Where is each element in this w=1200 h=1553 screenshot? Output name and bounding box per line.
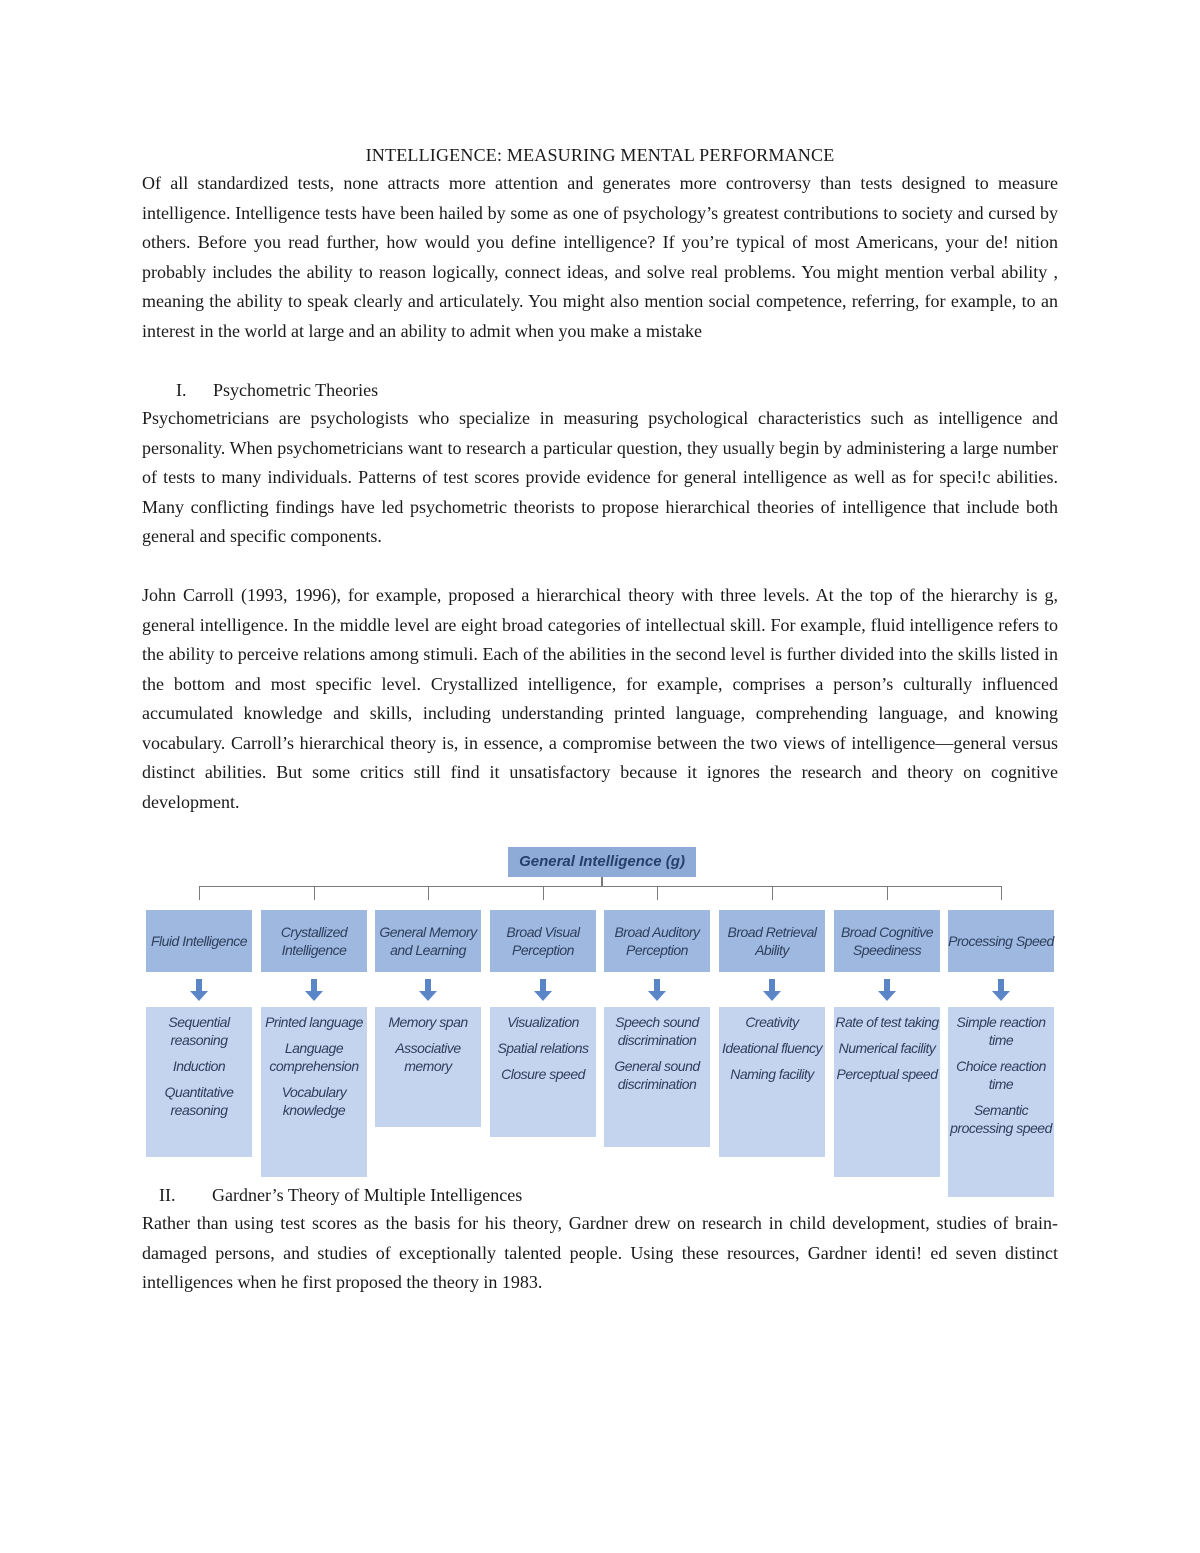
category-label: Broad Retrieval Ability bbox=[727, 924, 817, 958]
carroll-hierarchy-diagram bbox=[146, 847, 1056, 1172]
category-label: Crystallized Intelligence bbox=[280, 924, 348, 958]
connector-bar bbox=[200, 886, 1002, 887]
section-number: II. bbox=[159, 1185, 176, 1205]
category-box bbox=[948, 910, 1054, 972]
connector-tick bbox=[657, 886, 658, 900]
down-arrow-icon bbox=[419, 979, 437, 1001]
skill-item: Naming facility bbox=[730, 1066, 814, 1082]
skills-box bbox=[490, 1007, 596, 1137]
skill-item: Numerical facility bbox=[838, 1040, 936, 1056]
category-label: Processing Speed bbox=[948, 933, 1054, 949]
skill-item: Simple reaction time bbox=[956, 1014, 1046, 1048]
connector-tick bbox=[543, 886, 544, 900]
connector-tick bbox=[887, 886, 888, 900]
general-intelligence-box: General Intelligence (g) bbox=[508, 847, 696, 877]
section-title: Psychometric Theories bbox=[213, 380, 379, 400]
skill-item: Semantic processing speed bbox=[950, 1102, 1052, 1136]
category-box bbox=[375, 910, 481, 972]
connector-tick bbox=[1001, 886, 1002, 900]
skill-item: Language comprehension bbox=[269, 1040, 359, 1074]
category-label: Broad Visual Perception bbox=[506, 924, 580, 958]
down-arrow-icon bbox=[763, 979, 781, 1001]
down-arrow-icon bbox=[648, 979, 666, 1001]
skill-item: Rate of test taking bbox=[835, 1014, 939, 1030]
skill-item: Associative memory bbox=[395, 1040, 461, 1074]
skills-box bbox=[604, 1007, 710, 1147]
down-arrow-icon bbox=[534, 979, 552, 1001]
connector-tick bbox=[314, 886, 315, 900]
skill-item: Vocabulary knowledge bbox=[281, 1084, 347, 1118]
connector-tick bbox=[199, 886, 200, 900]
down-arrow-icon bbox=[305, 979, 323, 1001]
skill-item: Creativity bbox=[745, 1014, 799, 1030]
skill-item: Induction bbox=[172, 1058, 226, 1074]
skill-item: General sound discrimination bbox=[614, 1058, 700, 1092]
down-arrow-icon bbox=[190, 979, 208, 1001]
carroll-paragraph: John Carroll (1993, 1996), for example, proposed a hierarchical theory with three levels. At the top of the hierarchy is g, general intelligence. In the middle level are eight broad categories of intellectual skill. For example, fluid intelligence refers to the ability to perceive relations among stimuli. Each of the abilities in the second level is further divided into the skills listed in the bottom and most specific level. Crystallized intelligence, for example, comprises a person’s culturally influenced accumulated knowledge and skills, including understanding printed language, comprehending language, and knowing vocabulary. Carroll’s hierarchical theory is, in essence, a compromise between the two views of intelligence—general versus distinct abilities. But some critics still find it unsatisfactory because it ignores the research and theory on cognitive development. bbox=[142, 585, 1058, 812]
intro-paragraph: Of all standardized tests, none attracts more attention and generates more controversy than tests designed to measure intelligence. Intelligence tests have been hailed by some as one of psychology’s greatest contributions to society and cursed by others. Before you read further, how would you define intelligence? If you’re typical of most Americans, your de! nition probably includes the ability to reason logically, connect ideas, and solve real problems. You might mention verbal ability , meaning the ability to speak clearly and articulately. You might also mention social competence, referring, for example, to an interest in the world at large and an ability to admit when you make a mistake bbox=[142, 173, 1058, 341]
skill-item: Visualization bbox=[507, 1014, 579, 1030]
skill-item: Sequential reasoning bbox=[168, 1014, 230, 1048]
category-label: Broad Cognitive Speediness bbox=[840, 924, 934, 958]
category-box bbox=[719, 910, 825, 972]
category-box bbox=[261, 910, 367, 972]
gardner-paragraph: Rather than using test scores as the basis for his theory, Gardner drew on research in child development, studies of brain-damaged persons, and studies of exceptionally talented people. Using these resources, Gardner identi! ed seven distinct intelligences when he first proposed the theory in 1983. bbox=[142, 1213, 1058, 1292]
category-box bbox=[604, 910, 710, 972]
page-title: INTELLIGENCE: MEASURING MENTAL PERFORMANCE bbox=[365, 145, 835, 165]
skill-item: Spatial relations bbox=[497, 1040, 589, 1056]
category-box bbox=[146, 910, 252, 972]
skill-item: Memory span bbox=[388, 1014, 468, 1030]
down-arrow-icon bbox=[878, 979, 896, 1001]
category-label: General Memory and Learning bbox=[379, 924, 477, 958]
connector-tick bbox=[428, 886, 429, 900]
section-number: I. bbox=[176, 380, 187, 400]
skill-item: Choice reaction time bbox=[956, 1058, 1046, 1092]
connector-tick bbox=[772, 886, 773, 900]
category-label: Fluid Intelligence bbox=[150, 933, 248, 949]
skills-box bbox=[375, 1007, 481, 1127]
skill-item: Printed language bbox=[265, 1014, 363, 1030]
skill-item: Ideational fluency bbox=[722, 1040, 822, 1056]
skill-item: Speech sound discrimination bbox=[615, 1014, 699, 1048]
section-title: Gardner’s Theory of Multiple Intelligences bbox=[212, 1185, 523, 1205]
skill-item: Closure speed bbox=[501, 1066, 585, 1082]
skills-box bbox=[948, 1007, 1054, 1197]
skills-box bbox=[834, 1007, 940, 1177]
skill-item: Perceptual speed bbox=[836, 1066, 938, 1082]
category-label: Broad Auditory Perception bbox=[614, 924, 700, 958]
skills-box bbox=[719, 1007, 825, 1157]
category-box bbox=[490, 910, 596, 972]
skills-box bbox=[261, 1007, 367, 1177]
skills-box bbox=[146, 1007, 252, 1157]
category-box bbox=[834, 910, 940, 972]
psychometric-paragraph: Psychometricians are psychologists who specialize in measuring psychological characteristics such as intelligence and personality. When psychometricians want to research a particular question, they usually begin by administering a large number of tests to many individuals. Patterns of test scores provide evidence for general intelligence as well as for speci!c abilities. Many conflicting findings have led psychometric theorists to propose hierarchical theories of intelligence that include both general and specific components. bbox=[142, 408, 1058, 546]
down-arrow-icon bbox=[992, 979, 1010, 1001]
skill-item: Quantitative reasoning bbox=[164, 1084, 234, 1118]
